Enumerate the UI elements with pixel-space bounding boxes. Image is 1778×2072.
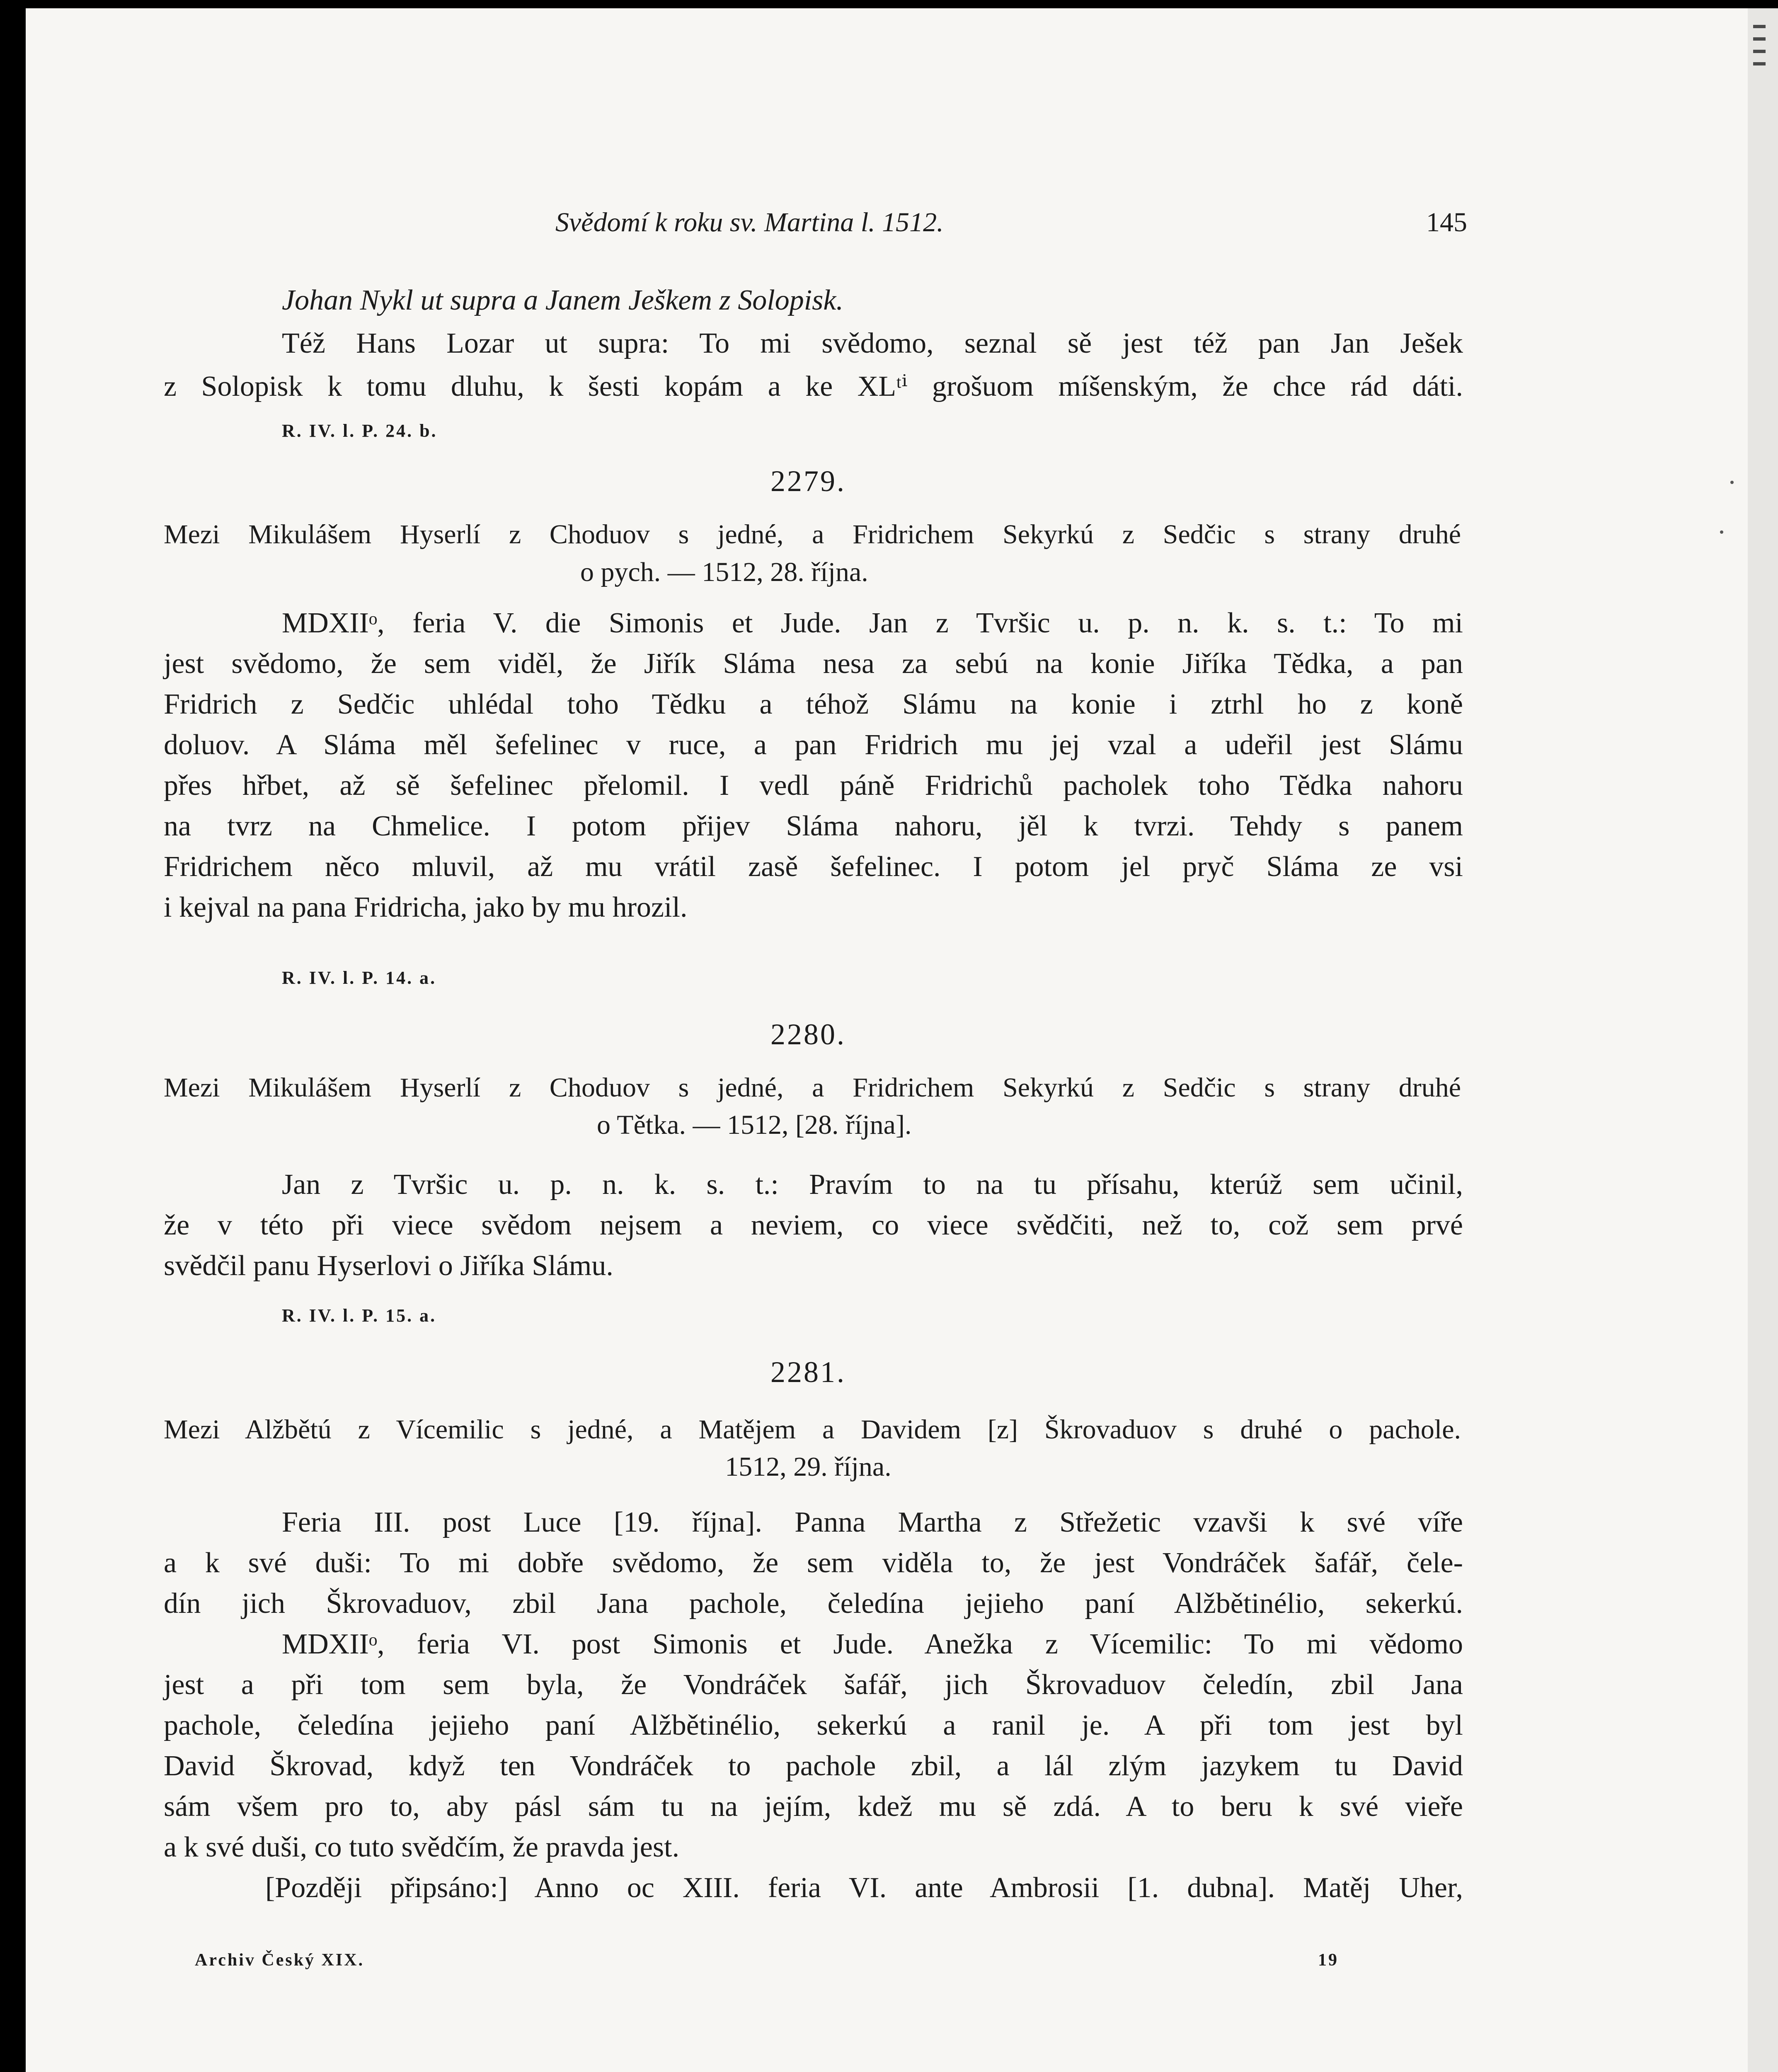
- entry-body: [164, 603, 1463, 928]
- source-reference: R. IV. l. P. 15. a.: [282, 1305, 437, 1326]
- footer-signature: Archiv Český XIX.: [195, 1951, 365, 1970]
- speck: [1720, 530, 1723, 534]
- text-line: i kejval na pana Fridricha, jako by mu hrozil.: [164, 891, 688, 923]
- source-reference: R. IV. l. P. 24. b.: [282, 421, 438, 441]
- text-line: že v této při viece svědom nejsem a neviem, co viece svědčiti, než to, což sem prvé: [164, 1209, 1463, 1241]
- text-line: David Škrovad, když ten Vondráček to pachole zbil, a lál zlým jazykem tu David: [164, 1750, 1463, 1782]
- text-line: [Později připsáno:] Anno oc XIII. feria VI. ante Ambrosii [1. dubna]. Matěj Uher,: [265, 1872, 1463, 1904]
- source-reference: R. IV. l. P. 14. a.: [282, 968, 437, 988]
- text-line: přes hřbet, až sě šefelinec přelomil. I vedl páně Fridrichů pacholek toho Tědka nahoru: [164, 770, 1463, 801]
- entry-heading: 1512, 29. října.: [725, 1452, 891, 1482]
- text-line: pachole, čeledína jejieho paní Alžbětinélio, sekerkú a ranil je. A při tom jest byl: [164, 1709, 1463, 1741]
- entry-heading: o pych. — 1512, 28. října.: [580, 557, 868, 587]
- entry-heading: Mezi Alžbětú z Vícemilic s jedné, a Matějem a Davidem [z] Škrovaduov s druhé o pachole.: [164, 1414, 1461, 1445]
- entry-body: [164, 1502, 1463, 1908]
- text-line: jest a při tom sem byla, že Vondráček šafář, jich Škrovaduov čeledín, zbil Jana: [164, 1669, 1463, 1701]
- text-line: Feria III. post Luce [19. října]. Panna Martha z Střežetic vzavši k své víře: [282, 1506, 1463, 1538]
- text-line: a k své duši, co tuto svědčím, že pravda jest.: [164, 1831, 680, 1863]
- text-line: Fridrichem něco mluvil, až mu vrátil zasě šefelinec. I potom jel pryč Sláma ze vsi: [164, 851, 1463, 883]
- entry-number: 2279.: [770, 465, 846, 498]
- text-line: na tvrz na Chmelice. I potom přijev Sláma nahoru, jěl k tvrzi. Tehdy s panem: [164, 810, 1463, 842]
- entry-number: 2281.: [770, 1356, 846, 1389]
- text-line: z Solopisk k tomu dluhu, k šesti kopám a ke XLᵗⁱ grošuom míšenským, že chce rád dáti.: [164, 370, 1463, 402]
- text-line: Fridrich z Sedčic uhlédal toho Tědku a téhož Slámu na konie i ztrhl ho z koně: [164, 688, 1463, 720]
- page-number: 145: [1426, 207, 1467, 237]
- text-line: MDXIIᵒ, feria V. die Simonis et Jude. Jan z Tvršic u. p. n. k. s. t.: To mi: [282, 607, 1463, 639]
- running-head-title: Svědomí k roku sv. Martina l. 1512.: [555, 207, 944, 237]
- text-line: a k své duši: To mi dobře svědomo, že sem viděla to, že jest Vondráček šafář, čele-: [164, 1547, 1463, 1579]
- signature-number: 19: [1318, 1951, 1339, 1970]
- text-line: dín jich Škrovaduov, zbil Jana pachole, čeledína jejieho paní Alžbětinélio, sekerkú.: [164, 1588, 1463, 1619]
- text-line: sám všem pro to, aby pásl sám tu na jejím, kdež mu sě zdá. A to beru k své vieře: [164, 1791, 1463, 1823]
- text-line: Johan Nykl ut supra a Janem Ješkem z Solopisk.: [282, 284, 843, 316]
- entry-heading: Mezi Mikulášem Hyserlí z Choduov s jedné, a Fridrichem Sekyrkú z Sedčic s strany druhé: [164, 1072, 1461, 1103]
- entry-heading: o Tětka. — 1512, [28. října].: [597, 1110, 912, 1140]
- text-line: Jan z Tvršic u. p. n. k. s. t.: Pravím to na tu přísahu, kterúž sem učinil,: [282, 1169, 1463, 1201]
- edge-marks: [1753, 25, 1776, 83]
- page-edge: [1748, 8, 1778, 2072]
- entry-number: 2280.: [770, 1018, 846, 1051]
- text-line: doluov. A Sláma měl šefelinec v ruce, a pan Fridrich mu jej vzal a udeřil jest Slámu: [164, 729, 1463, 761]
- text-line: MDXIIᵒ, feria VI. post Simonis et Jude. Anežka z Vícemilic: To mi vědomo: [282, 1628, 1463, 1660]
- speck: [1730, 481, 1734, 484]
- entry-body: [164, 1164, 1463, 1286]
- text-line: Též Hans Lozar ut supra: To mi svědomo, seznal sě jest též pan Jan Ješek: [282, 327, 1463, 359]
- text-line: svědčil panu Hyserlovi o Jiříka Slámu.: [164, 1250, 613, 1282]
- text-line: jest svědomo, že sem viděl, že Jiřík Sláma nesa za sebú na konie Jiříka Tědka, a pan: [164, 648, 1463, 680]
- entry-heading: Mezi Mikulášem Hyserlí z Choduov s jedné, a Fridrichem Sekyrkú z Sedčic s strany druhé: [164, 519, 1461, 549]
